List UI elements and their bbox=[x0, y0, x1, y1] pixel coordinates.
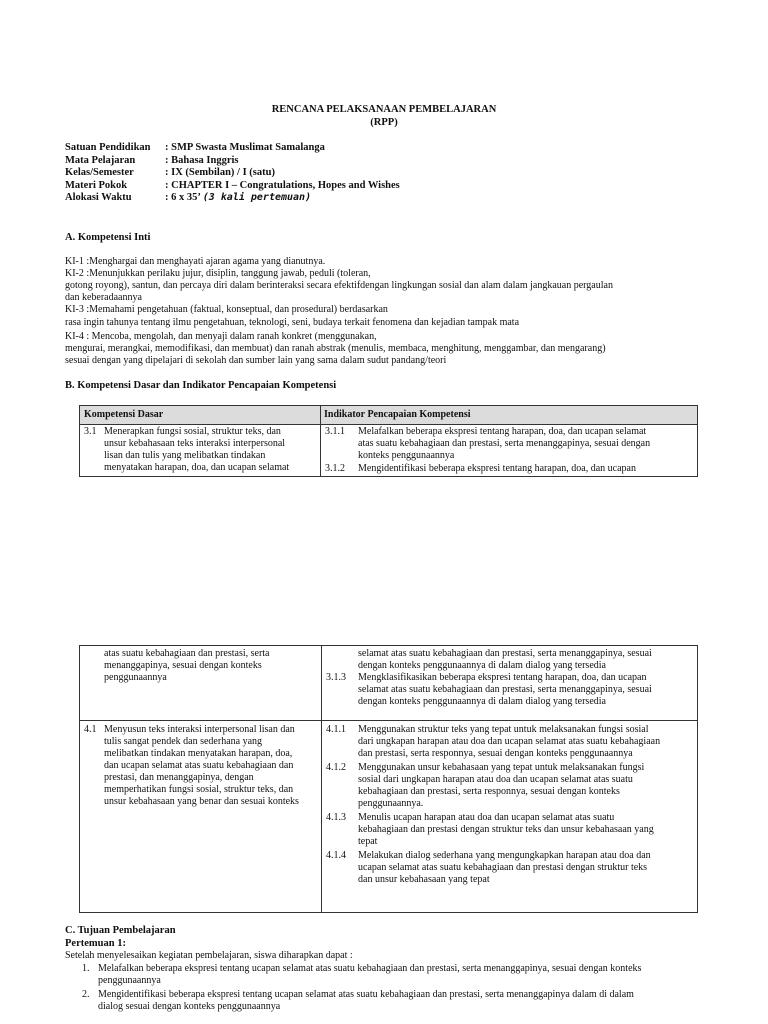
goal-item-text: Melafalkan beberapa ekspresi tentang ucapan selamat atas suatu kebahagiaan dan prestasi, serta menanggapinya, sesuai dengan konteks bbox=[98, 963, 642, 974]
ipk-text: Menggunakan unsur kebahasaan yang tepat untuk melaksanakan fungsi bbox=[358, 762, 645, 773]
ipk-text: dengan konteks penggunaannya di dalam dialog yang tersedia bbox=[358, 660, 606, 671]
ipk-text: dari ungkapan harapan atau doa dan ucapan selamat atas suatu kebahagiaan bbox=[358, 736, 661, 747]
ki-line: rasa ingin tahunya tentang ilmu pengetahuan, teknologi, seni, budaya terkait fenomena dan kejadian tampak mata bbox=[65, 317, 520, 328]
table-header bbox=[80, 406, 697, 425]
ipk-text: kebahagiaan dan prestasi dengan struktur teks dan unsur kebahasaan yang bbox=[358, 824, 654, 835]
ki-line: KI-2 :Menunjukkan perilaku jujur, disiplin, tanggung jawab, peduli (toleran, bbox=[65, 268, 371, 279]
ipk-text: dengan konteks penggunaannya di dalam dialog yang tersedia bbox=[358, 696, 606, 707]
ipk-text: dan prestasi, serta responnya, sesuai dengan konteks penggunaannya bbox=[358, 748, 633, 759]
ki-line: dan keberadaannya bbox=[65, 292, 142, 303]
col-header-ipk: Indikator Pencapaian Kompetensi bbox=[324, 409, 471, 420]
kd-text: penggunaannya bbox=[104, 672, 167, 683]
kd-text: tulis sangat pendek dan sederhana yang bbox=[104, 736, 263, 747]
ipk-text: kebahagiaan dan prestasi, serta responnya, sesuai dengan konteks bbox=[358, 786, 620, 797]
section-c-heading: C. Tujuan Pembelajaran bbox=[65, 925, 176, 936]
section-b-heading: B. Kompetensi Dasar dan Indikator Pencapaian Kompetensi bbox=[65, 380, 337, 391]
goal-item-number: 2. bbox=[82, 989, 90, 1000]
ipk-text: penggunaannya. bbox=[358, 798, 424, 809]
goal-item-text: Mengidentifikasi beberapa ekspresi tentang ucapan selamat atas suatu kebahagiaan dan prestasi, serta menanggapinya dalam di dalam bbox=[98, 989, 634, 1000]
kd-text: unsur kebahasaan yang benar dan sesuai konteks bbox=[104, 796, 299, 807]
kd-text: memperhatikan fungsi sosial, struktur teks, dan bbox=[104, 784, 294, 795]
ki-line: KI-4 : Mencoba, mengolah, dan menyaji dalam ranah konkret (menggunakan, bbox=[65, 331, 377, 342]
ipk-text: selamat atas suatu kebahagiaan dan prestasi, serta menanggapinya, sesuai bbox=[358, 684, 652, 695]
kd-text: melibatkan tindakan menyatakan harapan, doa, bbox=[104, 748, 293, 759]
ipk-text: atas suatu kebahagiaan dan prestasi, serta menanggapinya, sesuai dengan bbox=[358, 438, 651, 449]
kd-text: Menyusun teks interaksi interpersonal lisan dan bbox=[104, 724, 295, 735]
col-header-kd: Kompetensi Dasar bbox=[84, 409, 164, 420]
section-a-heading: A. Kompetensi Inti bbox=[65, 232, 151, 243]
goal-item-number: 1. bbox=[82, 963, 90, 974]
ipk-text: tepat bbox=[358, 836, 378, 847]
ki-line: KI-1 :Menghargai dan menghayati ajaran agama yang dianutnya. bbox=[65, 256, 326, 267]
kd-text: menanggapinya, sesuai dengan konteks bbox=[104, 660, 262, 671]
goal-intro: Setelah menyelesaikan kegiatan pembelajaran, siswa diharapkan dapat : bbox=[65, 950, 353, 961]
document-subtitle: (RPP) bbox=[370, 117, 398, 128]
document-title: RENCANA PELAKSANAAN PEMBELAJARAN bbox=[271, 104, 497, 115]
ipk-text: sosial dari ungkapan harapan atau doa dan ucapan selamat atas suatu bbox=[358, 774, 633, 785]
ki-line: mengurai, merangkai, memodifikasi, dan membuat) dan ranah abstrak (menulis, membaca, menghitung, menggambar, dan mengarang) bbox=[65, 343, 606, 354]
goal-item-text: penggunaannya bbox=[98, 975, 161, 986]
kd-text: atas suatu kebahagiaan dan prestasi, serta bbox=[104, 648, 270, 659]
kd-text: menyatakan harapan, doa, dan ucapan selamat bbox=[104, 462, 290, 473]
ipk-text: ucapan selamat atas suatu kebahagiaan dan prestasi dengan struktur teks bbox=[358, 862, 648, 873]
kd-text: prestasi, dan menanggapinya, dengan bbox=[104, 772, 254, 783]
meeting-label: Pertemuan 1: bbox=[65, 938, 126, 949]
ipk-text: Melafalkan beberapa ekspresi tentang harapan, doa, dan ucapan selamat bbox=[358, 426, 647, 437]
ipk-text: Menulis ucapan harapan atau doa dan ucapan selamat atas suatu bbox=[358, 812, 615, 823]
ki-line: gotong royong), santun, dan percaya diri dalam berinteraksi secara efektifdengan lingkungan sosial dan alam dalam jangkauan pergaulan bbox=[65, 280, 613, 291]
ipk-text: selamat atas suatu kebahagiaan dan prestasi, serta menanggapinya, sesuai bbox=[358, 648, 652, 659]
ki-line: KI-3 :Memahami pengetahuan (faktual, konseptual, dan prosedural) berdasarkan bbox=[65, 304, 388, 315]
ipk-text: Menggunakan struktur teks yang tepat untuk melaksanakan fungsi sosial bbox=[358, 724, 649, 735]
ipk-text: Mengklasifikasikan beberapa ekspresi tentang harapan, doa, dan ucapan bbox=[358, 672, 647, 683]
handwritten-note: (3 kali pertemuan) bbox=[202, 192, 312, 203]
kd-text: dan ucapan selamat atas suatu kebahagiaan dan bbox=[104, 760, 294, 771]
kd-text: lisan dan tulis yang melibatkan tindakan bbox=[104, 450, 266, 461]
kd-text: unsur kebahasaan teks interaksi interpersonal bbox=[104, 438, 286, 449]
ipk-text: dan unsur kebahasaan yang tepat bbox=[358, 874, 490, 885]
kd-table-top: Kompetensi Dasar Indikator Pencapaian Kompetensi 3.1 Menerapkan fungsi sosial, struktur teks, dan unsur kebahasaan teks interaksi interpersonal lisan dan tulis yang melibatkan tindakan menyatakan harapan, doa, dan ucapan selamat 3.1.1 Melafalkan beberapa ekspresi tentang harapan, doa, dan ucapan selamat atas suatu kebahagiaan dan prestasi, serta menanggapinya, sesuai dengan konteks penggunaannya 3.1.2 Mengidentifikasi beberapa ekspresi tentang harapan, doa, dan ucapan bbox=[79, 405, 698, 477]
goal-item-text: dialog sesuai dengan konteks penggunaannya bbox=[98, 1001, 281, 1012]
kd-text: Menerapkan fungsi sosial, struktur teks, dan bbox=[104, 426, 281, 437]
ipk-text: konteks penggunaannya bbox=[358, 450, 455, 461]
ki-line: sesuai dengan yang dipelajari di sekolah dan sumber lain yang sama dalam sudut pandang/teori bbox=[65, 355, 447, 366]
ipk-text: Melakukan dialog sederhana yang mengungkapkan harapan atau doa dan bbox=[358, 850, 651, 861]
kd-table-continued: atas suatu kebahagiaan dan prestasi, serta menanggapinya, sesuai dengan konteks penggunaannya selamat atas suatu kebahagiaan dan prestasi, serta menanggapinya, sesuai dengan konteks penggunaannya di dalam dialog yang tersedia 3.1.3 Mengklasifikasikan beberapa ekspresi tentang harapan, doa, dan ucapan selamat atas suatu kebahagiaan dan prestasi, serta menanggapinya, sesuai dengan konteks penggunaannya di dalam dialog yang tersedia 4.1 Menyusun teks interaksi interpersonal lisan dan tulis sangat pendek dan sederhana yang melibatkan tindakan menyatakan harapan, doa, dan ucapan selamat atas suatu kebahagiaan dan prestasi, dan menanggapinya, dengan memperhatikan fungsi sosial, struktur teks, dan unsur kebahasaan yang benar dan sesuai konteks 4.1.1 Menggunakan struktur teks yang tepat untuk melaksanakan fungsi sosial dari ungkapan harapan atau doa dan ucapan selamat atas suatu kebahagiaan dan prestasi, serta responnya, sesuai dengan konteks penggunaannya 4.1.2 Menggunakan unsur kebahasaan yang tepat untuk melaksanakan fungsi sosial dari ungkapan harapan atau doa dan ucapan selamat atas suatu kebahagiaan dan prestasi, serta responnya, sesuai dengan konteks penggunaannya. 4.1.3 Menulis ucapan harapan atau doa dan ucapan selamat atas suatu kebahagiaan dan prestasi dengan struktur teks dan unsur kebahasaan yang tepat 4.1.4 Melakukan dialog sederhana yang mengungkapkan harapan atau doa dan ucapan selamat atas suatu kebahagiaan dan prestasi dengan struktur teks dan unsur kebahasaan yang tepat bbox=[79, 645, 698, 913]
ipk-text: Mengidentifikasi beberapa ekspresi tentang harapan, doa, dan ucapan bbox=[358, 463, 636, 474]
